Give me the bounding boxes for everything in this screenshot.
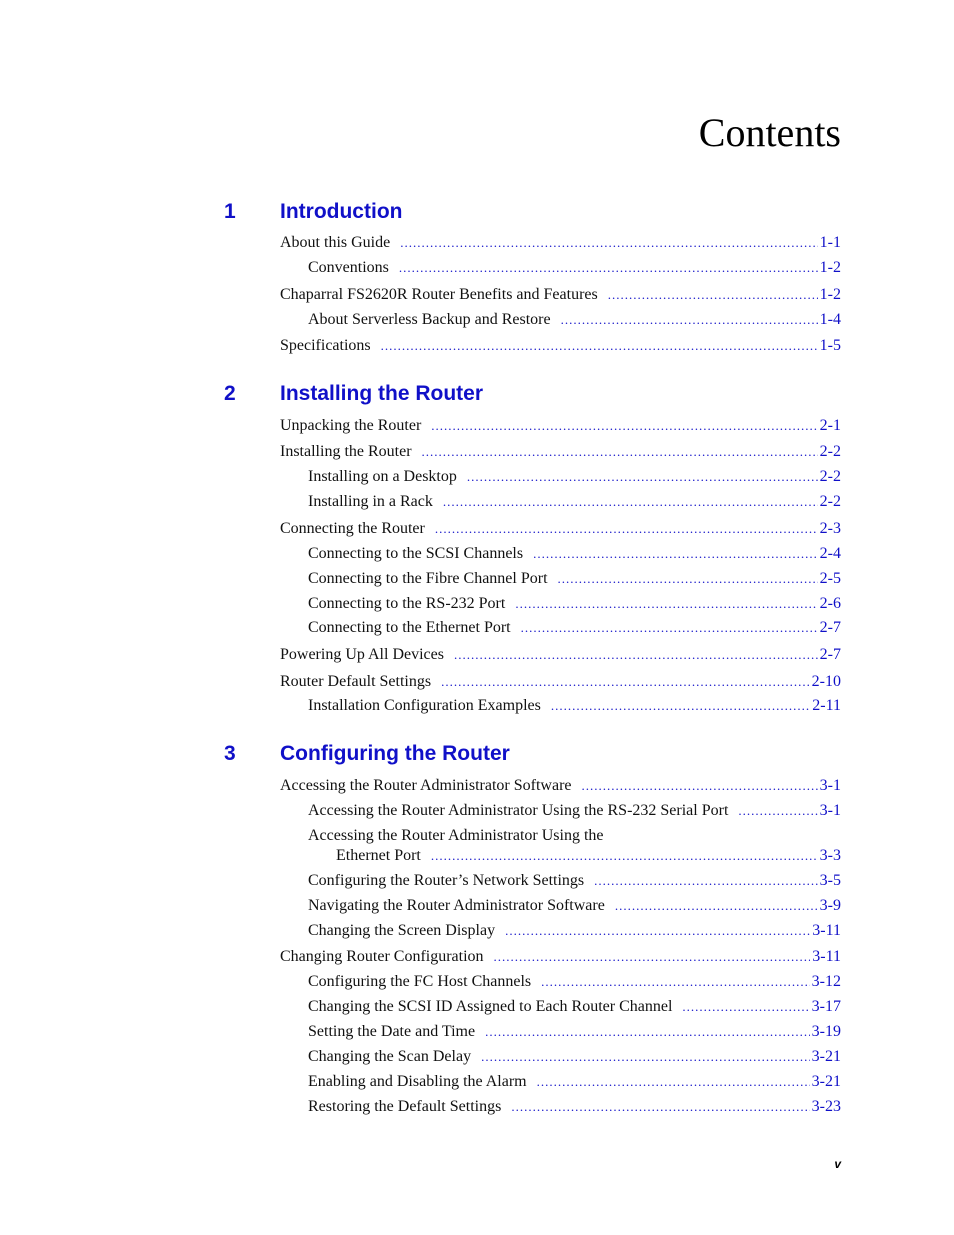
toc-entry[interactable] xyxy=(308,568,841,590)
dot-leader xyxy=(454,644,818,666)
toc-entry[interactable] xyxy=(308,870,841,892)
toc-entry-text: Powering Up All Devices xyxy=(280,646,444,663)
toc-entry-text-wrapped[interactable]: Accessing the Router Administrator Using the xyxy=(308,827,604,844)
toc-entry[interactable] xyxy=(308,1071,841,1093)
toc-page-number[interactable]: 3-1 xyxy=(819,777,841,794)
toc-entry[interactable] xyxy=(280,284,841,306)
dot-leader xyxy=(515,593,817,615)
toc-entry[interactable] xyxy=(308,466,841,488)
dot-leader xyxy=(381,335,818,357)
toc-page-number[interactable]: 3-1 xyxy=(819,802,841,819)
toc-page-number[interactable]: 3-21 xyxy=(811,1048,841,1065)
toc-entry[interactable] xyxy=(308,1046,841,1068)
toc-entry[interactable] xyxy=(308,257,841,279)
toc-entry[interactable] xyxy=(308,309,841,331)
toc-entry-text: Chaparral FS2620R Router Benefits and Features xyxy=(280,286,598,303)
toc-entry-text: Connecting to the Fibre Channel Port xyxy=(308,570,548,587)
toc-entry-text: Changing the Screen Display xyxy=(308,922,496,939)
toc-entry-text: Specifications xyxy=(280,337,371,354)
toc-entry-text: Configuring the FC Host Channels xyxy=(308,973,532,990)
toc-entry[interactable] xyxy=(280,775,841,797)
toc-page-number[interactable]: 3-17 xyxy=(811,998,841,1015)
dot-leader xyxy=(441,671,810,693)
toc-page-number[interactable]: 2-1 xyxy=(819,417,841,434)
toc-page-number[interactable]: 3-9 xyxy=(819,897,841,914)
toc-entry[interactable] xyxy=(308,971,841,993)
toc-entry-text: About Serverless Backup and Restore xyxy=(308,311,551,328)
toc-page-number[interactable]: 2-11 xyxy=(812,697,841,714)
toc-entry-text: Accessing the Router Administrator Software xyxy=(280,777,572,794)
dot-leader xyxy=(738,800,817,822)
toc-page-number[interactable]: 1-1 xyxy=(819,234,841,251)
toc-entry[interactable] xyxy=(280,441,841,463)
dot-leader xyxy=(608,284,818,306)
toc-page-number[interactable]: 3-11 xyxy=(812,922,841,939)
toc-entry[interactable] xyxy=(308,617,841,639)
dot-leader xyxy=(561,309,818,331)
toc-entry[interactable] xyxy=(280,415,841,437)
dot-leader xyxy=(485,1021,810,1043)
toc-entry-text: Connecting to the SCSI Channels xyxy=(308,545,524,562)
dot-leader xyxy=(615,895,818,917)
toc-entry[interactable] xyxy=(308,996,841,1018)
toc-entry[interactable] xyxy=(280,644,841,666)
toc-entry-text: About this Guide xyxy=(280,234,391,251)
chapter-title[interactable]: Installing the Router xyxy=(280,382,484,405)
toc-page-number[interactable]: 2-4 xyxy=(819,545,841,562)
dot-leader xyxy=(431,415,817,437)
toc-entry-text: Setting the Date and Time xyxy=(308,1023,476,1040)
toc-entry-text: Changing Router Configuration xyxy=(280,948,484,965)
toc-entry-text: Router Default Settings xyxy=(280,673,432,690)
toc-page-number[interactable]: 3-5 xyxy=(819,872,841,889)
toc-entry-text: Changing the SCSI ID Assigned to Each Router Channel xyxy=(308,998,673,1015)
dot-leader xyxy=(558,568,818,590)
dot-leader xyxy=(467,466,818,488)
toc-page-number[interactable]: 1-2 xyxy=(819,286,841,303)
dot-leader xyxy=(533,543,818,565)
dot-leader xyxy=(400,232,817,254)
toc-entry[interactable] xyxy=(308,1021,841,1043)
dot-leader xyxy=(521,617,818,639)
chapter-number: 3 xyxy=(224,742,236,765)
toc-page-number[interactable]: 2-7 xyxy=(819,619,841,636)
toc-entry-text: Changing the Scan Delay xyxy=(308,1048,472,1065)
toc-entry[interactable] xyxy=(280,232,841,254)
toc-page-number[interactable]: 2-2 xyxy=(819,443,841,460)
toc-page-number[interactable]: 2-5 xyxy=(819,570,841,587)
toc-entry[interactable] xyxy=(308,695,841,717)
dot-leader xyxy=(399,257,818,279)
dot-leader xyxy=(505,920,810,942)
toc-entry[interactable] xyxy=(308,1096,841,1118)
toc-entry[interactable] xyxy=(280,671,841,693)
chapter-heading[interactable] xyxy=(224,197,844,227)
toc-entry-text: Installing on a Desktop xyxy=(308,468,457,485)
toc-page-number[interactable]: 3-12 xyxy=(811,973,841,990)
toc-page-number[interactable]: 2-3 xyxy=(819,520,841,537)
toc-entry-text: Installing the Router xyxy=(280,443,412,460)
toc-page-number[interactable]: 3-11 xyxy=(812,948,841,965)
chapter-title[interactable]: Introduction xyxy=(280,200,403,223)
dot-leader xyxy=(422,441,818,463)
dot-leader xyxy=(682,996,809,1018)
chapter-title[interactable]: Configuring the Router xyxy=(280,742,510,765)
dot-leader xyxy=(551,695,810,717)
chapter-heading[interactable] xyxy=(224,379,844,409)
toc-entry-text: Ethernet Port xyxy=(336,847,421,864)
toc-entry[interactable] xyxy=(308,593,841,615)
page-title: Contents xyxy=(698,110,841,155)
toc-entry-text: Connecting to the Ethernet Port xyxy=(308,619,511,636)
chapter-number: 1 xyxy=(224,200,236,223)
toc-entry-text: Configuring the Router’s Network Settings xyxy=(308,872,585,889)
toc-page-number[interactable]: 1-2 xyxy=(819,259,841,276)
dot-leader xyxy=(431,845,818,867)
toc-page-number[interactable]: 2-7 xyxy=(819,646,841,663)
dot-leader xyxy=(435,518,818,540)
toc-entry-text: Unpacking the Router xyxy=(280,417,422,434)
toc-entry-text: Enabling and Disabling the Alarm xyxy=(308,1073,527,1090)
toc-entry-text: Connecting to the RS-232 Port xyxy=(308,595,506,612)
chapter-number: 2 xyxy=(224,382,236,405)
toc-entry-text: Conventions xyxy=(308,259,389,276)
toc-entry[interactable] xyxy=(308,800,841,822)
toc-entry-text: Restoring the Default Settings xyxy=(308,1098,502,1115)
toc-page-number[interactable]: 3-3 xyxy=(819,847,841,864)
page-folio: v xyxy=(834,1157,841,1171)
toc-entry[interactable] xyxy=(308,543,841,565)
toc-entry-text: Connecting the Router xyxy=(280,520,425,537)
toc-entry[interactable] xyxy=(308,920,841,942)
toc-entry-text: Navigating the Router Administrator Software xyxy=(308,897,605,914)
toc-entry[interactable] xyxy=(280,335,841,357)
chapter-heading[interactable] xyxy=(224,739,844,769)
toc-entry[interactable] xyxy=(308,895,841,917)
toc-entry[interactable] xyxy=(336,845,841,867)
dot-leader xyxy=(494,946,811,968)
dot-leader xyxy=(541,971,810,993)
toc-entry[interactable] xyxy=(280,946,841,968)
toc-page-number[interactable]: 3-19 xyxy=(811,1023,841,1040)
toc-page-number[interactable]: 1-4 xyxy=(819,311,841,328)
toc-page-number[interactable]: 2-2 xyxy=(819,468,841,485)
toc-page-number[interactable]: 1-5 xyxy=(819,337,841,354)
toc-entry-text: Accessing the Router Administrator Using the RS-232 Serial Port xyxy=(308,802,729,819)
toc-entry[interactable] xyxy=(280,518,841,540)
toc-page-number[interactable]: 2-6 xyxy=(819,595,841,612)
toc-page-number[interactable]: 2-2 xyxy=(819,493,841,510)
toc-page-number[interactable]: 3-23 xyxy=(811,1098,841,1115)
dot-leader xyxy=(582,775,818,797)
dot-leader xyxy=(481,1046,810,1068)
dot-leader xyxy=(443,491,818,513)
dot-leader xyxy=(537,1071,810,1093)
toc-page-number[interactable]: 2-10 xyxy=(811,673,841,690)
toc-page-number[interactable]: 3-21 xyxy=(811,1073,841,1090)
toc-entry-text: Installing in a Rack xyxy=(308,493,433,510)
dot-leader xyxy=(511,1096,809,1118)
toc-entry[interactable] xyxy=(308,491,841,513)
dot-leader xyxy=(594,870,818,892)
toc-entry-text: Installation Configuration Examples xyxy=(308,697,541,714)
